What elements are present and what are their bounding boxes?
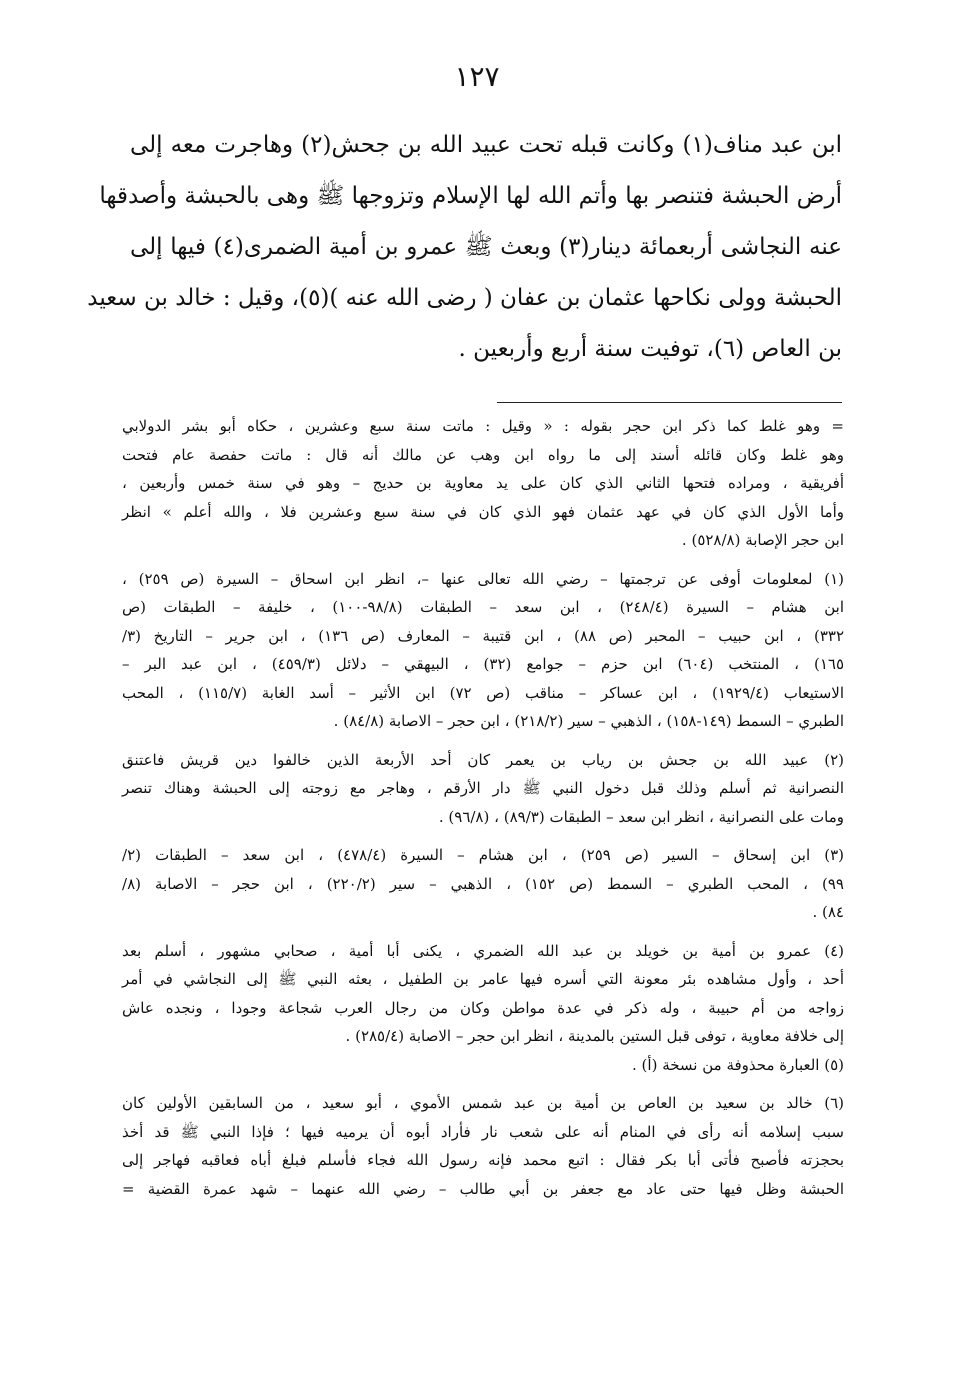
footnote-line: بحجزته فأصبح فأتى أبا بكر فقال : اتبع محمد فإنه رسول الله فجاء فأسلم فبلغ أباه فعاقبه فهاجر إلى: [122, 1151, 844, 1169]
footnote-line: وهو غلط وكان قائله أسند إلى ما رواه ابن وهب عن مالك أنه قال : ماتت حفصة عام فتحت: [122, 445, 844, 464]
footnote-line: زواجه من أم حبيبة ، وله ذكر في عدة مواطن وكان من رجال العرب شجاعة وجودا ، ونجده عاش: [122, 998, 844, 1017]
footnote-6: [122, 1089, 844, 1203]
footnote-line: الطبري – السمط (١٤٩-١٥٨) ، الذهبي – سير (٢١٨/٢) ، ابن حجر – الاصابة (٨٤/٨) .: [333, 712, 844, 730]
footnote-line: أفريقية ، ومراده فتحها الثاني الذي كان على يد معاوية بن حديج – وهو في سنة خمس وأربعين ،: [122, 474, 844, 492]
footnote-line: سبب إسلامه أنه رأى في المنام أنه على شعب نار فأراد أبوه أن يرميه فيها ؛ فإذا النبي ﷺ قد أخذ: [122, 1122, 844, 1141]
footnote-line: أحد ، وأول مشاهده بئر معونة التي أسره فيها عامر بن الطفيل ، بعثه النبي ﷺ إلى النجاشي في أمر: [122, 970, 844, 988]
footnote-line: ابن حجر الإصابة (٥٢٨/٨) .: [681, 531, 844, 549]
footnote-line: = وهو غلط كما ذكر ابن حجر بقوله : « وقيل : ماتت سنة سبع وعشرين ، حكاه أبو بشر الدولابي: [122, 417, 844, 435]
footnote-line: ٩٩) ، المحب الطبري – السمط (ص ١٥٢) ، الذهبي – سير (٢٢٠/٢) ، ابن حجر – الاصابة (٨/: [122, 874, 844, 893]
main-text-line: ابن عبد مناف(١) وكانت قبله تحت عبيد الله بن جحش(٢) وهاجرت معه إلى: [130, 132, 842, 158]
footnote-4: [122, 937, 844, 1051]
footnote-1: [122, 565, 844, 736]
footnote-line: (٣) ابن إسحاق – السير (ص ٢٥٩) ، ابن هشام – السيرة (٤٧٨/٤) ، ابن سعد – الطبقات (٢/: [122, 846, 844, 864]
footnote-5: [122, 1051, 844, 1080]
footnote-line: الاستيعاب (١٩٢٩/٤) ، ابن عساكر – مناقب (ص ٧٢) ابن الأثير – أسد الغابة (١١٥/٧) ، المحب: [122, 683, 844, 702]
main-text-body: [87, 120, 842, 375]
footnote-continuation: [122, 412, 844, 555]
main-text-line: الحبشة وولى نكاحها عثمان بن عفان ( رضى الله عنه )(٥)، وقيل : خالد بن سعيد: [87, 285, 842, 311]
footnote-2: [122, 746, 844, 832]
main-text-line: عنه النجاشى أربعمائة دينار(٣) وبعث ﷺ عمرو بن أمية الضمرى(٤) فيها إلى: [130, 234, 842, 260]
footnotes: [122, 412, 844, 1203]
footnote-line: (٦) خالد بن سعيد بن العاص بن أمية بن عبد شمس الأموي ، أبو سعيد ، من السابقين الأولين كان: [122, 1094, 844, 1112]
footnote-line: ابن هشام – السيرة (٢٤٨/٤) ، ابن سعد – الطبقات (٩٨/٨-١٠٠) ، خليفة – الطبقات (ص: [122, 598, 844, 616]
main-text-line: بن العاص (٦)، توفيت سنة أربع وأربعين .: [458, 336, 842, 362]
footnote-line: الحبشة وظل فيها حتى عاد مع جعفر بن أبي طالب – رضي الله عنهما – شهد عمرة القضية =: [122, 1179, 844, 1198]
footnote-line: ١٦٥) ، المنتخب (٦٠٤) ابن حزم – جوامع (٣٢) ، البيهقي – دلائل (٤٥٩/٣) ، ابن عبد البر –: [122, 655, 844, 673]
footnote-line: (٢) عبيد الله بن جحش بن رياب بن يعمر كان أحد الأربعة الذين خالفوا دين قريش فاعتنق: [122, 750, 844, 769]
footnote-line: وأما الأول الذي كان في عهد عثمان فهو الذي كان في سنة سبع وعشرين فلا ، والله أعلم » انظر: [122, 502, 844, 521]
main-text-line: أرض الحبشة فتنصر بها وأتم الله لها الإسلام وتزوجها ﷺ وهى بالحبشة وأصدقها: [99, 183, 842, 209]
footnote-3: [122, 841, 844, 927]
footnote-line: (٥) العبارة محذوفة من نسخة (أ) .: [632, 1055, 844, 1074]
footnote-line: النصرانية ثم أسلم وذلك قبل دخول النبي ﷺ دار الأرقم ، وهاجر مع زوجته إلى الحبشة وهناك تنصر: [122, 779, 844, 797]
footnote-line: إلى خلافة معاوية ، توفى قبل الستين بالمدينة ، انظر ابن حجر – الاصابة (٢٨٥/٤) .: [345, 1027, 844, 1045]
footnote-line: ٣٣٢) ، ابن حبيب – المحبر (ص ٨٨) ، ابن قتيبة – المعارف (ص ١٣٦) ، ابن جرير – التاريخ (٣/: [122, 626, 844, 645]
footnote-line: ٨٤) .: [812, 903, 844, 921]
footnote-line: (١) لمعلومات أوفى عن ترجمتها – رضي الله تعالى عنها –، انظر ابن اسحاق – السيرة (ص ٢٥٩) ،: [122, 569, 844, 588]
page-number: ١٢٧: [454, 60, 500, 93]
footnote-separator: [497, 402, 842, 404]
footnote-line: (٤) عمرو بن أمية بن خويلد بن عبد الله الضمري ، يكنى أبا أمية ، صحابي مشهور ، أسلم بعد: [122, 941, 844, 960]
footnote-line: ومات على النصرانية ، انظر ابن سعد – الطبقات (٨٩/٣) ، (٩٦/٨) .: [438, 807, 844, 826]
